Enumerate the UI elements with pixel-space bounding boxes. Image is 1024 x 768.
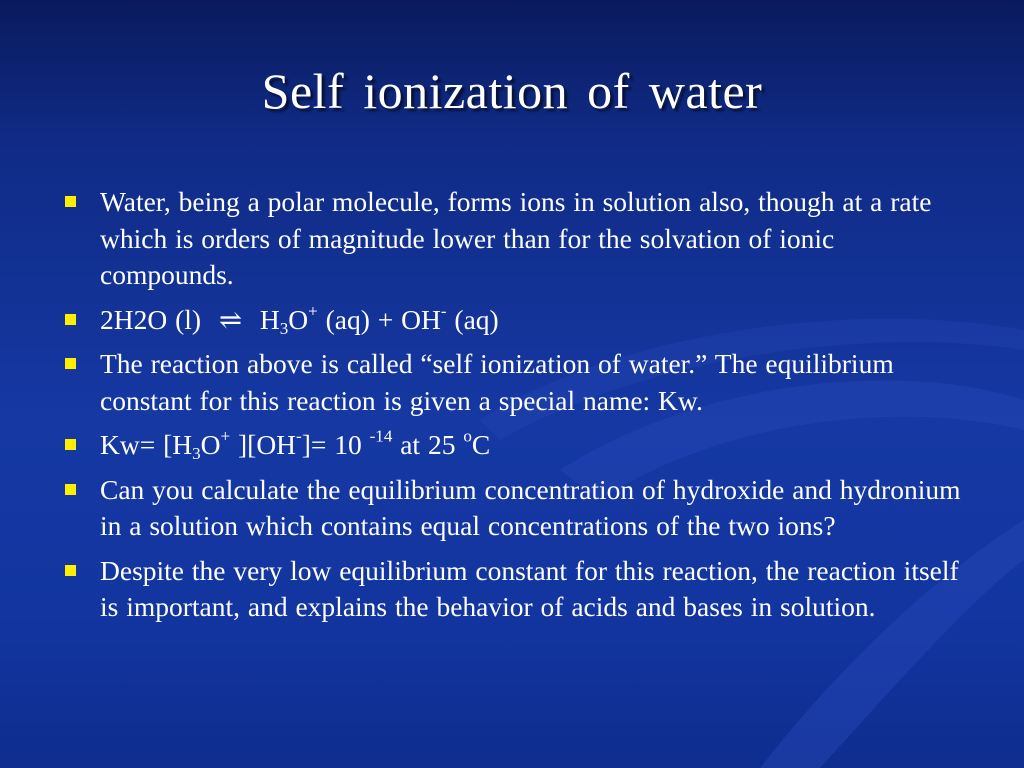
- equation-part: O: [200, 429, 221, 460]
- square-bullet-icon: [65, 314, 76, 325]
- bullet-text: Despite the very low equilibrium constant for this reaction, the reaction itself is important, and explains the behavior of acids and bases in solution.: [100, 554, 959, 622]
- equilibrium-arrow-icon: ⇌: [218, 303, 242, 335]
- bullet-list: [62, 184, 972, 634]
- bullet-item-question: [62, 472, 972, 545]
- equation-part: O: [288, 303, 309, 335]
- square-bullet-icon: [65, 358, 76, 369]
- bullet-item-self-ionization: [62, 346, 972, 419]
- equation-part: 2H2O (l): [100, 303, 202, 335]
- superscript: +: [220, 426, 231, 446]
- superscript: +: [308, 301, 318, 321]
- square-bullet-icon: [65, 484, 76, 495]
- superscript: o: [463, 426, 472, 446]
- equation-part: H: [259, 303, 280, 335]
- subscript: 3: [279, 318, 289, 338]
- superscript: -: [296, 426, 302, 446]
- bullet-item-kw: [62, 427, 972, 464]
- equation-part: (aq) + OH: [317, 303, 441, 335]
- equation-part: C: [471, 429, 491, 460]
- subscript: 3: [192, 443, 201, 463]
- bullet-text: Water, being a polar molecule, forms ions in solution also, though at a rate which is orders of magnitude lower than for the solvation of ionic compounds.: [100, 186, 932, 290]
- equation-part: ]= 10: [301, 429, 370, 460]
- equation-part: (aq): [446, 303, 499, 335]
- square-bullet-icon: [65, 196, 76, 207]
- square-bullet-icon: [65, 439, 76, 450]
- square-bullet-icon: [65, 565, 76, 576]
- equation-part: at 25: [392, 429, 464, 460]
- bullet-item-water-polar: [62, 184, 972, 294]
- bullet-text: The reaction above is called “self ionization of water.” The equilibrium constant for this reaction is given a special name: Kw.: [100, 348, 894, 416]
- superscript: -14: [369, 426, 393, 446]
- bullet-item-importance: [62, 553, 972, 626]
- bullet-item-equation: [62, 302, 972, 339]
- bullet-text: Can you calculate the equilibrium concentration of hydroxide and hydronium in a solution which contains equal concentrations of the two ions?: [100, 473, 961, 541]
- equation-part: Kw= [H: [100, 429, 193, 460]
- slide-title: Self ionization of water: [261, 63, 763, 119]
- equation-part: ][OH: [230, 429, 297, 460]
- superscript: -: [440, 301, 447, 321]
